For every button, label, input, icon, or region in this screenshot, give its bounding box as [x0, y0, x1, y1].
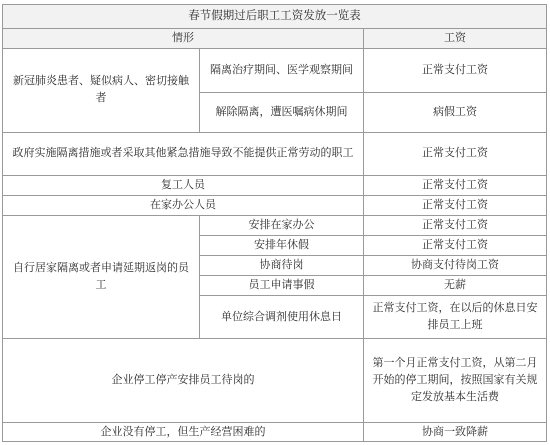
case-rest-day-adjustment: 单位综合调剂使用休息日 — [200, 295, 364, 339]
wage-rest-day-adjustment: 正常支付工资，在以后的休息日安排员工上班 — [364, 295, 547, 339]
wage-negotiated-standby: 协商支付待岗工资 — [364, 255, 547, 275]
case-annual-leave: 安排年休假 — [200, 236, 364, 256]
wage-govt-isolation: 正常支付工资 — [364, 132, 547, 176]
wage-post-isolation-sick-leave: 病假工资 — [364, 92, 547, 132]
wage-difficulty: 协商一致降薪 — [364, 423, 547, 442]
case-post-isolation-sick-leave: 解除隔离，遭医嘱病休期间 — [200, 92, 364, 132]
wage-returned: 正常支付工资 — [364, 176, 547, 196]
row-label-self-isolation: 自行居家隔离或者申请延期返岗的员工 — [3, 216, 200, 339]
row-label-covid: 新冠肺炎患者、疑似病人、密切接触者 — [3, 48, 200, 132]
wage-work-from-home: 正常支付工资 — [364, 216, 547, 236]
row-label-returned: 复工人员 — [3, 176, 364, 196]
row-label-govt-isolation: 政府实施隔离措施或者采取其他紧急措施导致不能提供正常劳动的职工 — [3, 132, 364, 176]
wage-wfh: 正常支付工资 — [364, 196, 547, 216]
row-label-difficulty: 企业没有停工，但生产经营困难的 — [3, 423, 364, 442]
header-wage: 工资 — [364, 29, 547, 49]
row-label-wfh: 在家办公人员 — [3, 196, 364, 216]
case-personal-leave: 员工申请事假 — [200, 275, 364, 295]
header-situation: 情形 — [3, 29, 364, 49]
wage-personal-leave: 无薪 — [364, 275, 547, 295]
case-work-from-home: 安排在家办公 — [200, 216, 364, 236]
table-title: 春节假期过后职工工资发放一览表 — [3, 5, 547, 29]
case-negotiated-standby: 协商待岗 — [200, 255, 364, 275]
wage-table — [2, 4, 547, 442]
wage-annual-leave: 正常支付工资 — [364, 236, 547, 256]
wage-quarantine-treatment: 正常支付工资 — [364, 48, 547, 92]
case-quarantine-treatment: 隔离治疗期间、医学观察期间 — [200, 48, 364, 92]
row-label-suspension: 企业停工停产安排员工待岗的 — [3, 339, 364, 423]
wage-suspension: 第一个月正常支付工资，从第二月开始的停工期间，按照国家有关规定发放基本生活费 — [364, 339, 547, 423]
